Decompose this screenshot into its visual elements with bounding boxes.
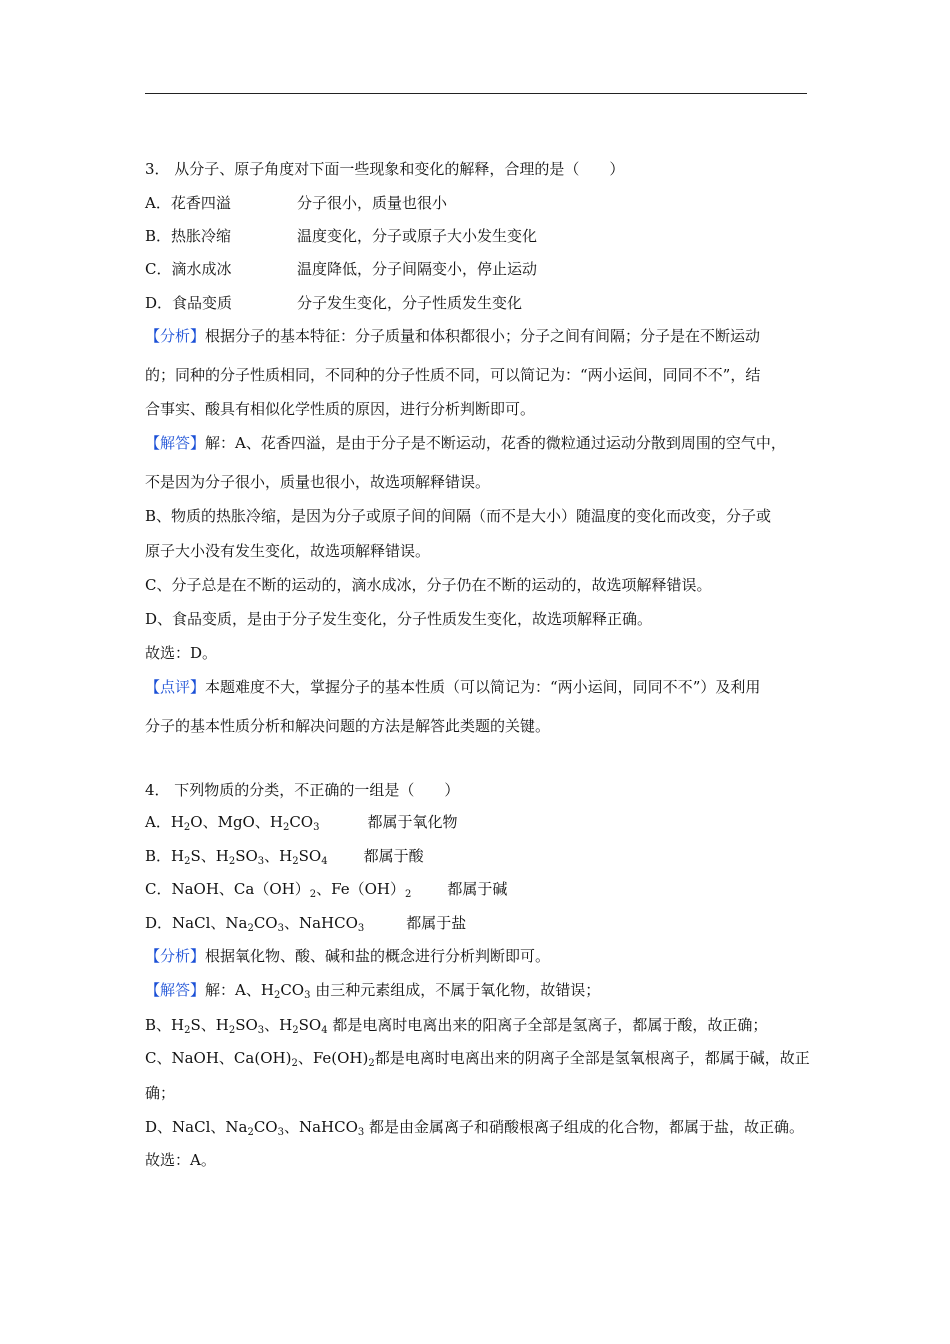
answer-text: 、Fe(OH) bbox=[297, 1049, 369, 1067]
q4-answer-line6: 故选：A。 bbox=[145, 1151, 216, 1169]
answer-tag: 【解答】 bbox=[145, 434, 206, 452]
option-text: 温度变化，分子或原子大小发生变化 bbox=[297, 227, 538, 245]
q4-answer-line5 bbox=[145, 1117, 804, 1137]
subscript: 2 bbox=[184, 856, 191, 867]
formula: B．H bbox=[145, 847, 185, 865]
q3-option-a bbox=[145, 193, 447, 213]
subscript: 4 bbox=[321, 856, 328, 867]
answer-text: CO bbox=[253, 1118, 278, 1136]
subscript: 2 bbox=[291, 1058, 298, 1069]
comment-text: 本题难度不大，掌握分子的基本性质（可以简记为：“两小运间，同同不不”）及利用 bbox=[205, 678, 761, 696]
answer-text: 解：A、H bbox=[205, 981, 274, 999]
q3-answer bbox=[145, 433, 786, 453]
formula: D．NaCl、Na bbox=[145, 914, 248, 932]
subscript: 2 bbox=[228, 856, 236, 867]
header-rule bbox=[145, 93, 807, 94]
option-text: 都属于酸 bbox=[363, 847, 424, 865]
answer-text: SO bbox=[298, 1016, 322, 1034]
answer-text: 、NaHCO bbox=[283, 1118, 358, 1136]
q3-comment-line2: 分子的基本性质分析和解决问题的方法是解答此类题的关键。 bbox=[145, 717, 551, 735]
subscript: 2 bbox=[184, 1025, 191, 1036]
subscript: 2 bbox=[247, 1127, 254, 1138]
formula: CO bbox=[289, 813, 314, 831]
subscript: 4 bbox=[321, 1025, 328, 1036]
option-text: 都属于盐 bbox=[406, 914, 467, 932]
option-text: 温度降低，分子间隔变小，停止运动 bbox=[297, 260, 538, 278]
q3-option-c bbox=[145, 259, 537, 279]
analysis-tag: 【分析】 bbox=[145, 327, 206, 345]
q3-answer-line4: 原子大小没有发生变化，故选项解释错误。 bbox=[145, 542, 431, 560]
formula: SO bbox=[298, 847, 322, 865]
subscript: 2 bbox=[368, 1058, 375, 1069]
q3-option-b bbox=[145, 226, 537, 246]
answer-text: 、H bbox=[264, 1016, 293, 1034]
option-label: D．食品变质 bbox=[145, 294, 233, 312]
subscript: 3 bbox=[304, 990, 311, 1001]
option-text: 都属于碱 bbox=[447, 880, 508, 898]
q3-answer-line7: 故选：D。 bbox=[145, 644, 218, 662]
subscript: 2 bbox=[228, 1025, 236, 1036]
analysis-tag: 【分析】 bbox=[145, 947, 206, 965]
formula: 、Fe（OH） bbox=[316, 880, 405, 898]
subscript: 2 bbox=[183, 822, 191, 833]
q4-answer bbox=[145, 980, 600, 1000]
q3-analysis-line3: 合事实、酸具有相似化学性质的原因，进行分析判断即可。 bbox=[145, 400, 536, 418]
subscript: 3 bbox=[277, 1127, 284, 1138]
subscript: 2 bbox=[292, 856, 299, 867]
formula: 、H bbox=[264, 847, 293, 865]
answer-text: 由三种元素组成，不属于氧化物，故错误； bbox=[310, 981, 601, 999]
option-label: B．热胀冷缩 bbox=[145, 227, 232, 245]
option-text: 分子发生变化，分子性质发生变化 bbox=[297, 294, 523, 312]
answer-text: CO bbox=[280, 981, 305, 999]
subscript: 3 bbox=[357, 923, 365, 934]
formula: A．H bbox=[145, 813, 184, 831]
q3-answer-line2: 不是因为分子很小，质量也很小，故选项解释错误。 bbox=[145, 473, 491, 491]
answer-text: D、NaCl、Na bbox=[145, 1118, 248, 1136]
q4-stem: 4． 下列物质的分类，不正确的一组是（ ） bbox=[145, 781, 460, 799]
answer-text: 都是电离时电离出来的阳离子全部是氢离子，都属于酸，故正确； bbox=[327, 1016, 768, 1034]
answer-text: S、H bbox=[190, 1016, 229, 1034]
answer-text: C、NaOH、Ca(OH) bbox=[145, 1049, 292, 1067]
answer-text: 都是由金属离子和硝酸根离子组成的化合物，都属于盐，故正确。 bbox=[364, 1118, 805, 1136]
analysis-text: 根据分子的基本特征：分子质量和体积都很小；分子之间有间隔；分子是在不断运动 bbox=[205, 327, 761, 345]
q4-answer-line4: 确； bbox=[145, 1084, 176, 1102]
answer-text: 都是电离时电离出来的阴离子全部是氢氧根离子，都属于碱，故正 bbox=[374, 1049, 810, 1067]
formula: C．NaOH、Ca（OH） bbox=[145, 880, 310, 898]
q4-option-c bbox=[145, 879, 507, 899]
q4-answer-line3 bbox=[145, 1048, 810, 1068]
q4-option-b bbox=[145, 846, 424, 866]
comment-tag: 【点评】 bbox=[145, 678, 206, 696]
formula: 、NaHCO bbox=[283, 914, 358, 932]
q3-stem: 3． 从分子、原子角度对下面一些现象和变化的解释，合理的是（ ） bbox=[145, 160, 625, 178]
q3-answer-line3: B、物质的热胀冷缩，是因为分子或原子间的间隔（而不是大小）随温度的变化而改变，分子或 bbox=[145, 507, 772, 525]
q4-answer-line2 bbox=[145, 1015, 767, 1035]
q4-option-a bbox=[145, 812, 457, 832]
subscript: 2 bbox=[292, 1025, 299, 1036]
q3-answer-line6: D、食品变质，是由于分子发生变化，分子性质发生变化，故选项解释正确。 bbox=[145, 610, 653, 628]
answer-tag: 【解答】 bbox=[145, 981, 206, 999]
q3-option-d bbox=[145, 293, 522, 313]
q4-option-d bbox=[145, 913, 466, 933]
q4-analysis bbox=[145, 946, 550, 966]
subscript: 3 bbox=[257, 1025, 265, 1036]
subscript: 2 bbox=[309, 889, 317, 900]
q3-analysis bbox=[145, 326, 760, 346]
subscript: 3 bbox=[277, 923, 284, 934]
formula: SO bbox=[235, 847, 258, 865]
option-text: 分子很小，质量也很小 bbox=[297, 194, 448, 212]
formula: CO bbox=[253, 914, 278, 932]
option-label: A．花香四溢 bbox=[145, 194, 231, 212]
subscript: 2 bbox=[247, 923, 254, 934]
subscript: 2 bbox=[273, 990, 281, 1001]
formula: O、MgO、H bbox=[190, 813, 283, 831]
answer-text: SO bbox=[235, 1016, 258, 1034]
subscript: 3 bbox=[257, 856, 265, 867]
subscript: 3 bbox=[357, 1127, 365, 1138]
analysis-text: 根据氧化物、酸、碱和盐的概念进行分析判断即可。 bbox=[205, 947, 551, 965]
q3-comment bbox=[145, 677, 760, 697]
answer-text: 解：A、花香四溢，是由于分子是不断运动，花香的微粒通过运动分散到周围的空气中， bbox=[205, 434, 786, 452]
subscript: 3 bbox=[313, 822, 320, 833]
option-text: 都属于氧化物 bbox=[367, 813, 458, 831]
answer-text: B、H bbox=[145, 1016, 185, 1034]
formula: S、H bbox=[190, 847, 229, 865]
q3-analysis-line2: 的；同种的分子性质相同，不同种的分子性质不同，可以简记为：“两小运间，同同不不”，结 bbox=[145, 366, 761, 384]
subscript: 2 bbox=[282, 822, 290, 833]
q3-answer-line5: C、分子总是在不断的运动的，滴水成冰，分子仍在不断的运动的，故选项解释错误。 bbox=[145, 576, 712, 594]
option-label: C．滴水成冰 bbox=[145, 260, 232, 278]
subscript: 2 bbox=[404, 889, 412, 900]
